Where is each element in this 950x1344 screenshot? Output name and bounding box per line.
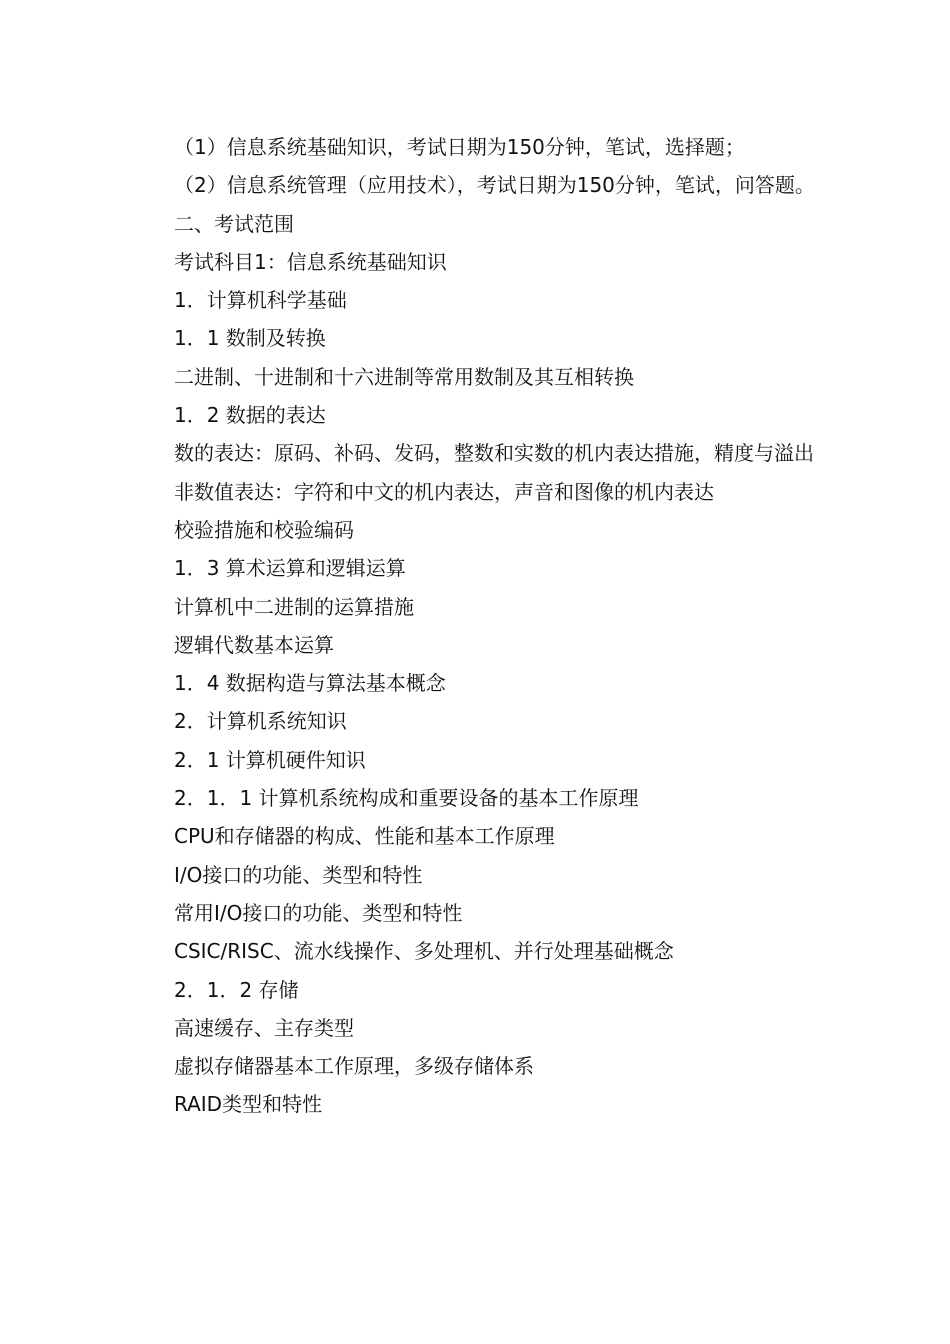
paragraph-raid: RAID类型和特性: [174, 1092, 323, 1117]
heading-1-2: 1．2 数据的表达: [174, 403, 326, 428]
heading-1-4: 1．4 数据构造与算法基本概念: [174, 671, 446, 696]
paragraph-subject-title: 考试科目1：信息系统基础知识: [174, 249, 447, 274]
heading-1: 1．计算机科学基础: [174, 288, 347, 313]
section-heading-exam-scope: 二、考试范围: [174, 211, 294, 236]
paragraph-non-numeric-representation: 非数值表达：字符和中文的机内表达，声音和图像的机内表达: [174, 479, 714, 504]
document-body: [145, 128, 835, 1124]
paragraph-cache-memory: 高速缓存、主存类型: [174, 1015, 354, 1040]
heading-1-1: 1．1 数制及转换: [174, 326, 326, 351]
heading-2: 2．计算机系统知识: [174, 709, 347, 734]
paragraph-risc-pipeline: CSIC/RISC、流水线操作、多处理机、并行处理基础概念: [174, 939, 674, 964]
paragraph-exam-subject-1: （1）信息系统基础知识，考试日期为150分钟，笔试，选择题；: [174, 135, 745, 159]
paragraph-number-systems: 二进制、十进制和十六进制等常用数制及其互相转换: [174, 364, 634, 389]
paragraph-checksum: 校验措施和校验编码: [174, 517, 354, 542]
paragraph-number-representation: 数的表达：原码、补码、发码，整数和实数的机内表达措施，精度与溢出: [174, 441, 814, 466]
paragraph-cpu-memory: CPU和存储器的构成、性能和基本工作原理: [174, 824, 555, 849]
heading-2-1-1: 2．1．1 计算机系统构成和重要设备的基本工作原理: [174, 786, 639, 811]
heading-1-3: 1．3 算术运算和逻辑运算: [174, 556, 406, 581]
paragraph-binary-operations: 计算机中二进制的运算措施: [174, 594, 414, 619]
paragraph-exam-subject-2: （2）信息系统管理（应用技术），考试日期为150分钟，笔试，问答题。: [174, 173, 815, 198]
paragraph-common-io-interface: 常用I/O接口的功能、类型和特性: [174, 900, 463, 925]
paragraph-io-interface: I/O接口的功能、类型和特性: [174, 862, 423, 887]
paragraph-logic-algebra: 逻辑代数基本运算: [174, 632, 334, 657]
heading-2-1: 2．1 计算机硬件知识: [174, 747, 366, 772]
paragraph-virtual-memory: 虚拟存储器基本工作原理，多级存储体系: [174, 1054, 534, 1079]
heading-2-1-2: 2．1．2 存储: [174, 977, 299, 1002]
